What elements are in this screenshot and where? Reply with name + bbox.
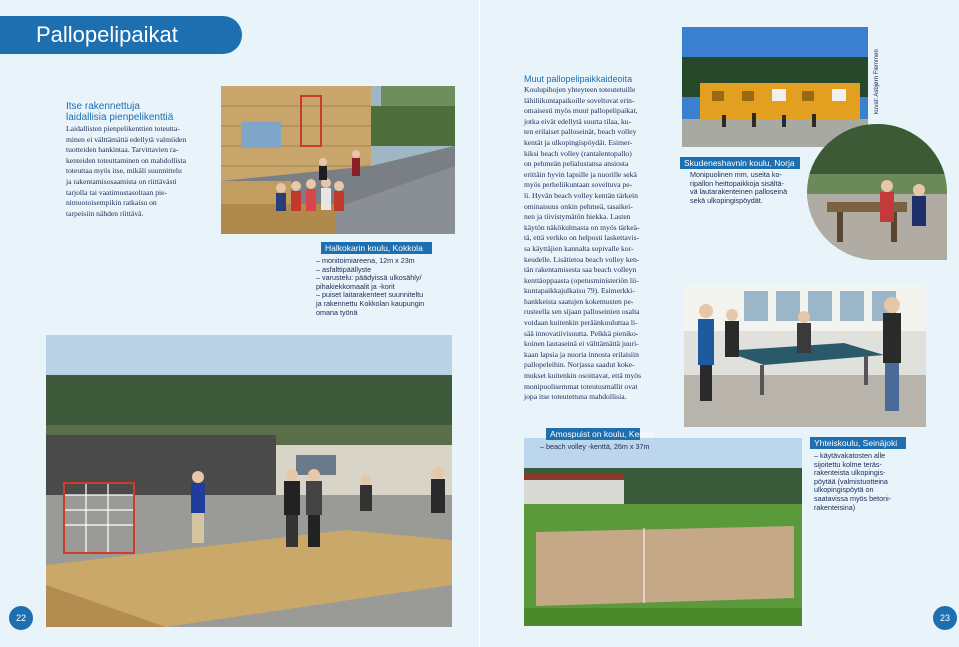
page-number: 22 bbox=[9, 606, 33, 630]
page-title: Pallopelipaikat bbox=[0, 16, 242, 54]
caption-amospuisto-body bbox=[540, 443, 700, 452]
body-line: keudelle. Lisätietoa beach volley ken- bbox=[524, 254, 640, 264]
body-line: kenttäoppaasta (opetusministeriön lii- bbox=[524, 275, 639, 285]
section-heading: Muut pallopelipaikkaideoita bbox=[524, 74, 633, 84]
caption-line: ripallon heittopaikkoja sisältä- bbox=[690, 178, 784, 188]
intro-line: minen ei välttämättä edellytä valmiiden bbox=[66, 134, 187, 144]
intro-line: nimuotoisempikin ratkaisu on bbox=[66, 198, 157, 208]
caption-line: – puiset laitarakenteet suunniteltu bbox=[316, 290, 424, 300]
page-number: 23 bbox=[933, 606, 957, 630]
caption-halkokari-body bbox=[316, 257, 466, 317]
photo-amospuisto-beachvolley bbox=[524, 438, 802, 626]
caption-line: ja rakennettu Kokkolan kaupungin bbox=[316, 298, 425, 308]
caption-line: sijoitettu kolme teräs- bbox=[814, 459, 882, 469]
body-line: li. Hyvän beach volley kentän tärkein bbox=[524, 190, 638, 200]
intro-line: tarjolla tai vaatimustasoltaan pie- bbox=[66, 187, 168, 197]
photo-hepokulta-rink bbox=[46, 335, 452, 627]
body-line: hankkeista saatujen kokemusten pe- bbox=[524, 296, 634, 306]
intro-heading-line: laidallisia pienpelikenttiä bbox=[66, 112, 174, 123]
intro-line: tarpeisiin nähden riittävä. bbox=[66, 208, 144, 218]
body-line: erittäin hyvin lapsille ja nuorille sekä bbox=[524, 169, 637, 179]
body-line: ominaisuus onkin pehmeä, tasaikei- bbox=[524, 201, 633, 211]
body-line: kuntapaikkajulkaisu 79). Esimerkki- bbox=[524, 286, 635, 296]
caption-line: saatavissa myös betoni- bbox=[814, 493, 892, 503]
intro-heading-line: Itse rakennettuja bbox=[66, 101, 140, 112]
intro-line: kenteiden toteuttaminen on mahdollista bbox=[66, 155, 186, 165]
body-line: tä, että verkko on helposti laskettavis- bbox=[524, 233, 640, 243]
caption-amospuisto-title: Amospuist on koulu, Kemiö bbox=[546, 428, 640, 440]
photo-skudeneshavn-pingpong bbox=[807, 124, 947, 260]
body-line: sää innovatiivisuutta. Pelkkä pieniko- bbox=[524, 328, 639, 338]
caption-line: pöytää (valmistuotteina bbox=[814, 476, 888, 486]
caption-line: ulkopingispöytä on bbox=[814, 485, 874, 495]
caption-line: vä lautarakenteinen palloseinä bbox=[690, 187, 788, 197]
caption-line: – käytävakatosten alle bbox=[814, 451, 886, 460]
body-line: tän rakentamisesta saa beach volleyn bbox=[524, 265, 637, 275]
photo-halkokari-arena bbox=[221, 86, 455, 234]
body-line: voidaan kuitenkin peräänkuuluttaa li- bbox=[524, 318, 638, 328]
intro-line: tuotteiden hankintaa. Tarvittavien ra- bbox=[66, 145, 179, 155]
caption-skudeneshavn-body bbox=[690, 171, 810, 205]
body-line: rusteella sen sijaan palloseinien osalta bbox=[524, 307, 640, 317]
body-line: omaisesti myös muut pallopelipaikat, bbox=[524, 106, 638, 116]
body-line: ten erilaiset palloseinät, beach volley bbox=[524, 127, 637, 137]
caption-line: rakenteisina) bbox=[814, 502, 856, 512]
intro-line: toteuttaa myös itse, mikäli suunnittelu bbox=[66, 166, 182, 176]
photo-skudeneshavn-wall bbox=[682, 27, 868, 147]
body-line: lähiliikuntapaikoille soveltuvat erin- bbox=[524, 95, 635, 105]
left-page bbox=[0, 0, 479, 647]
intro-body bbox=[66, 124, 218, 219]
caption-line: pihakiekkomaalit ja -korit bbox=[316, 281, 395, 291]
body-line: kaan lapsia ja nuoria innosta erilaisiin bbox=[524, 349, 639, 359]
caption-line: Monipuolinen mm. useita ko- bbox=[690, 170, 782, 179]
body-line: monipuolisemmat toteutusmallit ovat bbox=[524, 381, 638, 391]
body-line: on pehmeän pelialustansa ansiosta bbox=[524, 159, 629, 169]
photo-seinajoki-pingpong bbox=[684, 285, 926, 427]
body-line: Koulupihojen yhteyteen toteutetuille bbox=[524, 85, 636, 94]
caption-skudeneshavn-title: Skudeneshavnin koulu, Norja bbox=[680, 157, 800, 169]
caption-halkokari-title: Halkokarin koulu, Kokkola bbox=[321, 242, 432, 254]
body-line: sa käyttäjien kannalta sopivalle kor- bbox=[524, 243, 634, 253]
caption-line: – monitoimiareena, 12m x 23m bbox=[316, 256, 415, 265]
body-line: kiksi beach volley (rantalentopallo) bbox=[524, 148, 632, 158]
intro-line: ja rakentamisosaamista on riittävästi bbox=[66, 176, 177, 186]
caption-seinajoki-body bbox=[814, 452, 934, 512]
body-line: jopa itse toteutettuna mahdollisia. bbox=[524, 392, 627, 402]
right-page bbox=[480, 0, 959, 647]
body-line: käytön näkökulmasta on myös tärkeä- bbox=[524, 222, 640, 232]
body-line: pallopeleihin. Norjassa saadut koke- bbox=[524, 360, 635, 370]
body-line: myös perheliikuntaan soveltuva pe- bbox=[524, 180, 633, 190]
intro-line: Laidallisten pienpelikenttien toteutta- bbox=[66, 124, 180, 133]
body-line: jotka eivät edellytä suurta tilaa, ku- bbox=[524, 116, 632, 126]
body-line: nen ja tiivistymätön hiekka. Lasten bbox=[524, 212, 631, 222]
body-line: koinen lautaseinä ei välttämättä juuri- bbox=[524, 339, 639, 349]
caption-line: sekä ulkopingispöydät. bbox=[690, 195, 763, 205]
caption-line: omana työnä bbox=[316, 307, 358, 317]
caption-seinajoki-title: Yhteiskoulu, Seinäjoki bbox=[810, 437, 906, 449]
photo-credit: kuvat: Asbjørn Flemmen bbox=[874, 49, 880, 114]
body-line: kentät ja ulkopingispöydät. Esimer- bbox=[524, 137, 633, 147]
intro-heading bbox=[66, 101, 173, 123]
body-line: mukset kuitenkin osoittavat, että myös bbox=[524, 371, 642, 381]
caption-line: – beach volley -kenttä, 26m x 37m bbox=[540, 442, 650, 451]
caption-line: – asfalttipäällyste bbox=[316, 264, 372, 274]
caption-line: rakenteista ulkopingis- bbox=[814, 468, 886, 478]
section-body bbox=[524, 85, 678, 403]
caption-line: – varustelu: päädyissä ulkosähly/ bbox=[316, 273, 422, 283]
